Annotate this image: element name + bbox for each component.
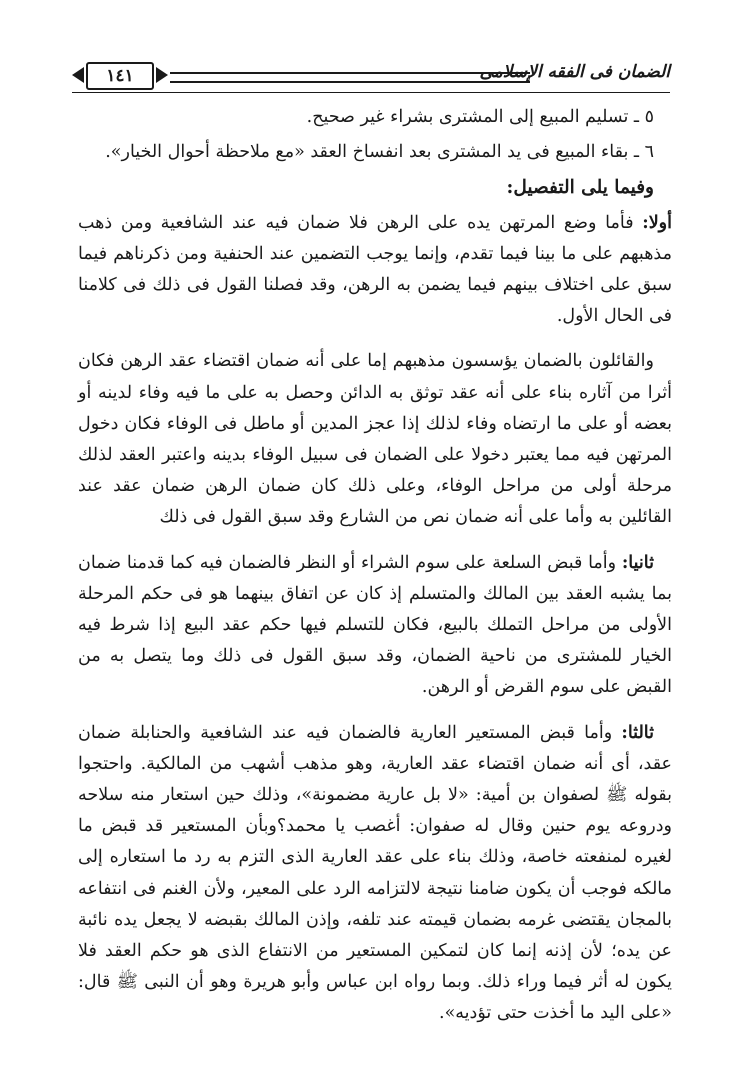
paragraph-fourth: [78, 718, 672, 1030]
page-number: ١٤١: [86, 62, 154, 90]
paragraph-second: والقائلون بالضمان يؤسسون مذهبهم إما على أنه ضمان اقتضاء عقد الرهن فكان أثرا من آثاره بناء على أنه عقد توثق به الدائن وحصل به على ما فيه وفاء لدينه أو بعضه أو على ما ارتضاه وفاء لذلك إذا عجز المدين أو ماطل فى الوفاء فكان دخول المرتهن فيه مما يعتبر دخولا على الضمان فى سبيل الوفاء بدينه واعتبر العقد لذلك مرحلة أولى من مراحل الوفاء، وعلى ذلك كان ضمان الرهن ضمان عقد عند القائلين به وأما على أنه ضمان نص من الشارع وقد سبق القول فى ذلك: [78, 351, 672, 528]
section-subheading: وفيما يلى التفصيل:: [506, 177, 654, 199]
body-text: [78, 102, 672, 1030]
page-number-left-ornament: [72, 67, 84, 83]
paragraph-fourth-body: وأما قبض المستعير العارية فالضمان فيه عند الشافعية والحنابلة ضمان عقد، أى أنه ضمان اقتضاء عقد العارية، وهو مذهب أشهب من المالكية. واحتجوا بقوله ﷺ لصفوان بن أمية: «لا بل عارية مضمونة»، وذلك حين استعار منه سلاحه ودروعه يوم حنين وقال له صفوان: أغصب يا محمد؟وبأن المستعير قد قبض ما لغيره لمنفعته خاصة، وذلك بناء على عقد العارية الذى التزم به رد ما استعاره إلى مالكه فوجب أن يكون ضامنا نتيجة لالتزامه الرد على المعير، ولأن الغنم فى انتفاعه بالمجان يقتضى غرمه بضمان قيمته عند تلفه، وإذن المالك بقبضه لا يجعل يده نائبة عن يده؛ لأن إذنه إنما كان لتمكين المستعير من الانتفاع الذى هو حكم العقد فلا يكون له أثر فيما وراء ذلك. وبما رواه ابن عباس وأبو هريرة وهو أن النبى ﷺ قال: «على اليد ما أخذت حتى تؤديه».: [78, 722, 672, 1024]
list-item-6: ٦ ـ بقاء المبيع فى يد المشترى بعد انفساخ العقد «مع ملاحظة أحوال الخيار».: [105, 142, 654, 163]
running-header: [72, 58, 670, 96]
paragraph-first: [78, 208, 672, 333]
list-item-5: ٥ ـ تسليم المبيع إلى المشترى بشراء غير صحيح.: [306, 107, 654, 127]
paragraph-third-body: وأما قبض السلعة على سوم الشراء أو النظر فالضمان فيه كما قدمنا ضمان بما يشبه العقد بين المالك والمتسلم إذ كان عن اتفاق بينهما هو فى حكم المرحلة الأولى من مراحل التملك بالبيع، فكان للتسلم فيها حكم عقد البيع إذا شرط فيه الخيار للمشترى من ناحية الضمان، وقد سبق القول فى ذلك وما يتصل به من القبض على سوم القرض أو الرهن.: [78, 552, 672, 698]
book-title: الضمان فى الفقه الإسلامى: [479, 62, 670, 82]
page-number-right-ornament: [156, 67, 168, 83]
paragraph-first-body: فأما وضع المرتهن يده على الرهن فلا ضمان فيه عند الشافعية ومن ذهب مذهبهم على ما بينا فيما تقدم، وإنما يوجب التضمين عند الحنفية ومن ذكرناهم فيما سبق على اختلاف بينهم فيما يضمن به الرهن، وقد فصلنا القول فى ذلك فى كلامنا فى الحال الأول.: [78, 212, 672, 327]
paragraph-first-lead: أولا:: [642, 212, 672, 233]
paragraph-third: [78, 548, 672, 704]
header-underline: [72, 92, 670, 93]
paragraph-fourth-lead: ثالثا:: [621, 722, 654, 743]
paragraph-third-lead: ثانيا:: [621, 552, 654, 573]
header-double-rule: [170, 72, 530, 83]
